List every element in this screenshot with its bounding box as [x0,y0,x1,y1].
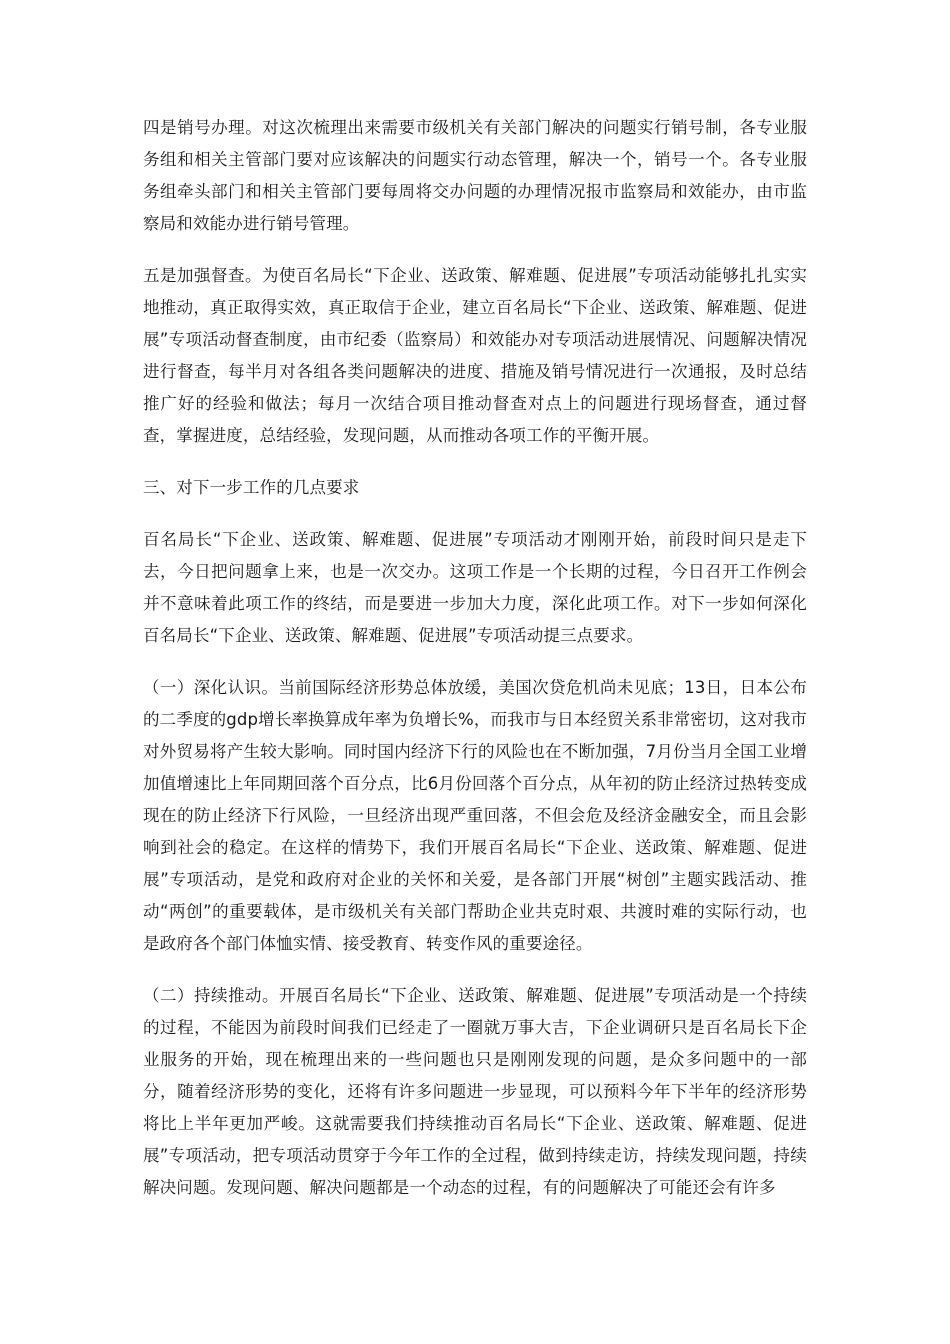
paragraph-item-5-supervision: 五是加强督查。为使百名局长“下企业、送政策、解难题、促进展”专项活动能够扎扎实实地推动，真正取得实效，真正取信于企业，建立百名局长“下企业、送政策、解难题、促进展”专项活动督查制度，由市纪委（监察局）和效能办对专项活动进展情况、问题解决情况进行督查，每半月对各组各类问题解决的进度、措施及销号情况进行一次通报，及时总结推广好的经验和做法；每月一次结合项目推动督查对点上的问题进行现场督查，通过督查，掌握进度，总结经验，发现问题，从而推动各项工作的平衡开展。 [143,266,807,445]
paragraph-continuous-promotion: （二）持续推动。开展百名局长“下企业、送政策、解难题、促进展”专项活动是一个持续的过程，不能因为前段时间我们已经走了一圈就万事大吉，下企业调研只是百名局长下企业服务的开始，现在梳理出来的一些问题也只是刚刚发现的问题，是众多问题中的一部分，随着经济形势的变化，还将有许多问题进一步显现，可以预料今年下半年的经济形势将比上半年更加严峻。这就需要我们持续推动百名局长“下企业、送政策、解难题、促进展”专项活动，把专项活动贯穿于今年工作的全过程，做到持续走访，持续发现问题，持续解决问题。发现问题、解决问题都是一个动态的过程，有的问题解决了可能还会有许多 [143,986,807,1197]
paragraph-section-3-intro: 百名局长“下企业、送政策、解难题、促进展”专项活动才刚刚开始，前段时间只是走下去，今日把问题拿上来，也是一次交办。这项工作是一个长期的过程，今日召开工作例会并不意味着此项工作的终结，而是要进一步加大力度，深化此项工作。对下一步如何深化百名局长“下企业、送政策、解难题、促进展”专项活动提三点要求。 [143,530,807,645]
document-body [143,112,807,1224]
section-heading-3: 三、对下一步工作的几点要求 [143,478,360,497]
paragraph-item-4-cancellation: 四是销号办理。对这次梳理出来需要市级机关有关部门解决的问题实行销号制，各专业服务组和相关主管部门要对应该解决的问题实行动态管理，解决一个，销号一个。各专业服务组牵头部门和相关主管部门要每周将交办问题的办理情况报市监察局和效能办，由市监察局和效能办进行销号管理。 [143,118,807,233]
paragraph-deepen-understanding: （一）深化认识。当前国际经济形势总体放缓，美国次贷危机尚未见底；13日，日本公布的二季度的gdp增长率换算成年率为负增长%，而我市与日本经贸关系非常密切，这对我市对外贸易将产生较大影响。同时国内经济下行的风险也在不断加强，7月份当月全国工业增加值增速比上年同期回落个百分点，比6月份回落个百分点，从年初的防止经济过热转变成现在的防止经济下行风险，一旦经济出现严重回落，不但会危及经济金融安全，而且会影响到社会的稳定。在这样的情势下，我们开展百名局长“下企业、送政策、解难题、促进展”专项活动，是党和政府对企业的关怀和关爱，是各部门开展“树创”主题实践活动、推动“两创”的重要载体，是市级机关有关部门帮助企业共克时艰、共渡时难的实际行动，也是政府各个部门体恤实情、接受教育、转变作风的重要途径。 [143,678,807,953]
